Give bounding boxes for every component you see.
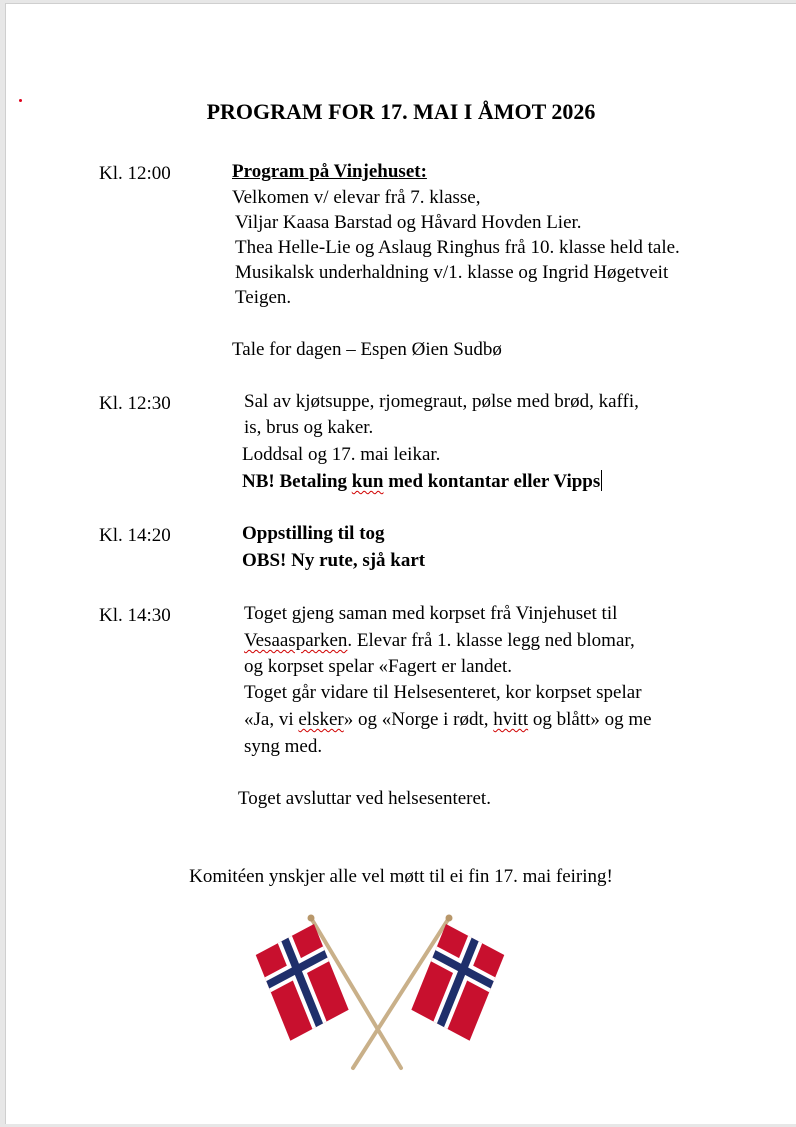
closing-greeting: Komitéen ynskjer alle vel møtt til ei fin 17. mai feiring! — [189, 866, 613, 887]
program-line: Toget går vidare til Helsesenteret, kor korpset spelar — [244, 682, 642, 703]
section-heading: Program på Vinjehuset: — [232, 161, 427, 182]
spellcheck-word: kun — [351, 471, 384, 492]
payment-note-text: med kontantar eller Vipps — [383, 471, 601, 492]
program-line: og korpset spelar «Fagert er landet. — [244, 656, 513, 677]
program-line-text: «Ja, vi — [244, 709, 299, 730]
program-line: Sal av kjøtsuppe, rjomegraut, pølse med brød, kaffi, — [244, 391, 639, 412]
time-label: Kl. 12:00 — [99, 163, 171, 184]
page-title: PROGRAM FOR 17. MAI I ÅMOT 2026 — [206, 99, 596, 124]
payment-note-text: NB! Betaling — [242, 471, 352, 492]
program-line: is, brus og kaker. — [244, 417, 374, 438]
spellcheck-word: elsker — [298, 709, 344, 730]
program-line: Oppstilling til tog — [242, 523, 385, 544]
program-line: Velkomen v/ elevar frå 7. klasse, — [232, 187, 481, 208]
program-line: OBS! Ny rute, sjå kart — [242, 550, 426, 571]
spellcheck-word: Vesaasparken — [244, 630, 348, 651]
norwegian-flags-image — [241, 902, 526, 1082]
program-line: Viljar Kaasa Barstad og Håvard Hovden Lier. — [235, 212, 582, 233]
program-line — [244, 630, 635, 652]
program-line: Thea Helle-Lie og Aslaug Ringhus frå 10. klasse held tale. — [235, 237, 680, 258]
program-line — [244, 709, 652, 731]
program-line: Tale for dagen – Espen Øien Sudbø — [232, 339, 502, 360]
program-line: Loddsal og 17. mai leikar. — [242, 444, 441, 465]
time-label: Kl. 14:30 — [99, 605, 171, 626]
program-line: Toget gjeng saman med korpset frå Vinjehuset til — [244, 603, 618, 624]
program-line: Toget avsluttar ved helsesenteret. — [238, 788, 491, 809]
program-line: syng med. — [244, 736, 323, 757]
program-line-text: og blått» og me — [528, 709, 652, 730]
time-label: Kl. 12:30 — [99, 393, 171, 414]
payment-note — [242, 470, 602, 493]
time-label: Kl. 14:20 — [99, 525, 171, 546]
spellcheck-word: hvitt — [493, 709, 529, 730]
document-page — [5, 3, 796, 1124]
text-cursor — [601, 470, 602, 491]
program-line: Musikalsk underhaldning v/1. klasse og Ingrid Høgetveit — [235, 262, 669, 283]
program-line: Teigen. — [235, 287, 292, 308]
program-line-text: » og «Norge i rødt, — [343, 709, 494, 730]
program-line-text: . Elevar frå 1. klasse legg ned blomar, — [347, 630, 635, 651]
